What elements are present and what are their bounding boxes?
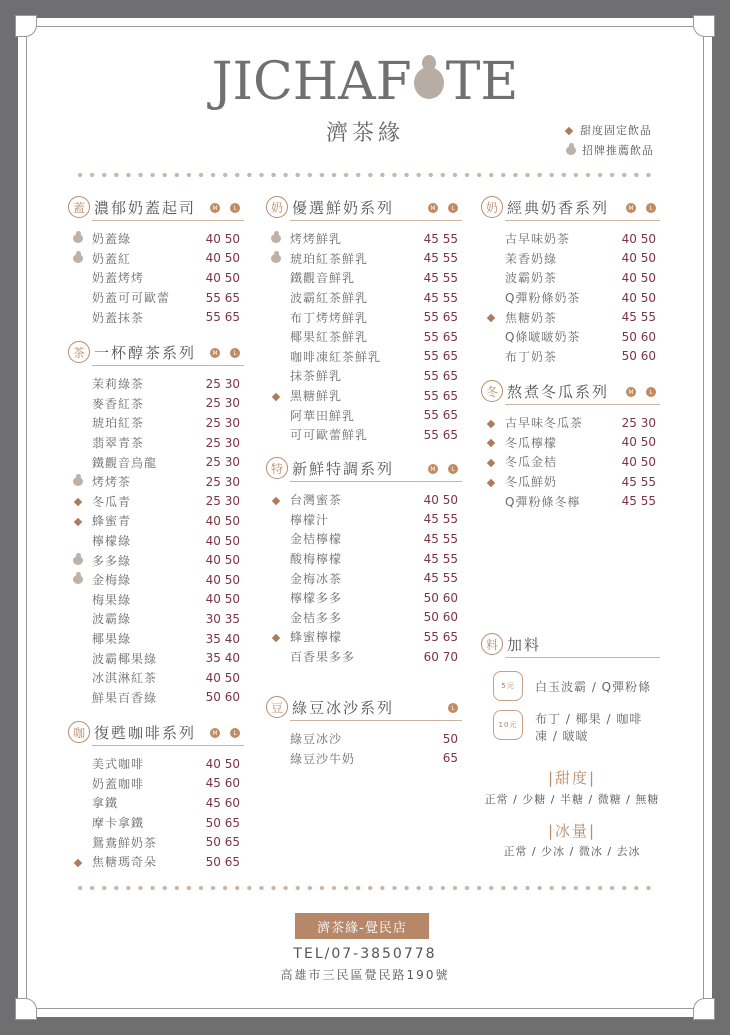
menu-item [290,608,462,628]
item-name: 百香果多多 [290,650,356,665]
item-price: 40 50 [205,670,240,685]
menu-item [92,413,244,433]
item-price: 50 60 [423,610,458,625]
item-price: 40 50 [205,251,240,266]
diamond-icon [487,439,495,447]
item-price: 25 30 [205,376,240,391]
diamond-icon [74,859,82,867]
item-price: 40 50 [621,454,656,469]
menu-item [92,531,244,551]
item-name: 檸檬汁 [290,512,330,527]
section-milk [270,195,462,445]
item-price: 40 50 [205,756,240,771]
ice-options: 正常 / 少冰 / 微冰 / 去冰 [503,845,641,858]
item-name: 綠豆沙牛奶 [290,751,356,766]
item-price: 25 30 [205,435,240,450]
item-price: 50 65 [205,854,240,869]
item-name: 奶蓋綠 [92,232,132,247]
item-price: 45 55 [423,551,458,566]
menu-item [290,268,462,288]
item-name: 台灣蜜茶 [290,493,343,508]
item-price: 25 30 [621,415,656,430]
item-price: 55 65 [205,310,240,325]
size-badge: M [428,464,438,474]
menu-item [290,229,462,249]
item-name: 鴛鴦鮮奶茶 [92,835,158,850]
menu-item [290,647,462,667]
menu-item [92,433,244,453]
item-price: 65 [442,751,458,766]
item-price: 55 65 [423,349,458,364]
item-name: 椰果紅茶鮮乳 [290,330,369,345]
item-name: 美式咖啡 [92,757,145,772]
item-price: 45 55 [423,251,458,266]
menu-item [290,729,462,749]
item-name: 翡翠青茶 [92,436,145,451]
item-name: 冬瓜檸檬 [505,435,558,450]
item-name: 鐵觀音烏龍 [92,455,158,470]
corner-ornament [693,998,715,1020]
menu-item [505,268,660,288]
section-icon: 冬 [481,380,503,402]
item-name: 茉香奶綠 [505,251,558,266]
item-price: 55 65 [423,329,458,344]
item-name: 金桔檸檬 [290,532,343,547]
item-price: 30 35 [205,611,240,626]
item-name: 烤烤鮮乳 [290,232,343,247]
item-name: 梅果綠 [92,592,132,607]
dotted-divider [74,885,656,891]
size-badge: L [230,348,240,358]
item-price: 40 50 [205,513,240,528]
item-name: 咖啡凍紅茶鮮乳 [290,349,382,364]
item-name: 古早味奶茶 [505,232,571,247]
item-name: 椰果綠 [92,632,132,647]
item-name: 冬瓜鮮奶 [505,475,558,490]
menu-item [92,268,244,288]
price-tag: 10元 [493,710,523,740]
item-name: 奶蓋可可歐蕾 [92,291,171,306]
item-name: 琥珀紅茶鮮乳 [290,251,369,266]
item-price: 40 50 [205,231,240,246]
menu-item [92,374,244,394]
menu-item [505,288,660,308]
section-header [270,695,462,721]
item-name: 蜂蜜檸檬 [290,630,343,645]
section-header [485,379,660,405]
item-price: 40 50 [621,435,656,450]
menu-item [92,629,244,649]
item-name: 阿華田鮮乳 [290,408,356,423]
item-name: 抹茶鮮乳 [290,369,343,384]
item-price: 45 60 [205,795,240,810]
menu-item [92,394,244,414]
size-badge: M [626,387,636,397]
item-price: 40 50 [621,290,656,305]
diamond-icon [74,498,82,506]
menu-item [290,749,462,769]
item-name: 金桔多多 [290,610,343,625]
menu-item [92,852,244,872]
item-price: 45 55 [621,474,656,489]
size-badge: L [230,203,240,213]
menu-item [92,832,244,852]
ice-title: |冰量| [547,822,597,840]
item-price: 55 65 [205,290,240,305]
gourd-icon [73,572,83,584]
store-name: 濟茶緣-覺民店 [295,913,429,939]
menu-item [290,307,462,327]
item-price: 55 65 [423,388,458,403]
item-name: 鮮果百香綠 [92,690,158,705]
section-icon: 奶 [266,196,288,218]
menu-item [92,288,244,308]
item-name: 檸檬綠 [92,534,132,549]
menu-item [290,386,462,406]
menu-item [92,550,244,570]
item-name: 布丁奶茶 [505,349,558,364]
item-name: 酸梅檸檬 [290,552,343,567]
item-name: 茉莉綠茶 [92,377,145,392]
diamond-icon [272,392,280,400]
size-badge: L [230,728,240,738]
item-price: 50 60 [621,329,656,344]
item-name: 冬瓜金桔 [505,455,558,470]
section-header [270,195,462,221]
diamond-icon [487,314,495,322]
item-price: 40 50 [621,251,656,266]
item-name: Q條啵啵奶茶 [505,330,581,345]
section-header [72,720,244,746]
menu-item [92,754,244,774]
item-name: 檸檬多多 [290,591,343,606]
diamond-icon [487,420,495,428]
section-title: 經典奶香系列 [507,199,610,217]
menu-item [505,307,660,327]
size-badge: M [428,203,438,213]
menu-item [505,472,660,492]
size-badge: M [210,348,220,358]
diamond-icon [74,518,82,526]
item-price: 40 50 [205,572,240,587]
menu-item [92,511,244,531]
menu-item [290,568,462,588]
menu-item [92,570,244,590]
menu-item [290,490,462,510]
size-badge: M [626,203,636,213]
size-badge: L [646,203,656,213]
item-price: 45 55 [621,310,656,325]
item-price: 45 60 [205,776,240,791]
item-price: 40 50 [205,533,240,548]
item-name: 奶蓋紅 [92,251,132,266]
sweetness-title: |甜度| [547,769,597,787]
item-name: 金梅冰茶 [290,571,343,586]
item-price: 50 65 [205,835,240,850]
diamond-icon [487,478,495,486]
section-coffee [72,720,244,872]
size-badge: L [448,464,458,474]
menu-item [505,347,660,367]
diamond-icon [565,127,573,135]
menu-item [92,793,244,813]
item-price: 50 [442,731,458,746]
topping-group: 5元 白玉波霸 / Q彈粉條 [493,671,651,701]
item-name: 琥珀紅茶 [92,416,145,431]
section-title: 新鮮特調系列 [292,460,395,478]
gourd-icon [566,143,576,155]
section-title: 綠豆冰沙系列 [292,699,395,717]
item-price: 45 55 [423,531,458,546]
menu-item [92,492,244,512]
gourd-logo-icon [412,53,446,101]
item-name: 綠豆冰沙 [290,732,343,747]
menu-item [92,813,244,833]
item-price: 45 55 [423,571,458,586]
gourd-icon [73,231,83,243]
item-name: 多多綠 [92,553,132,568]
item-price: 55 65 [423,427,458,442]
legend-fixed: 甜度固定飲品 [566,122,652,138]
item-price: 50 60 [205,690,240,705]
size-badge: M [210,203,220,213]
item-price: 25 30 [205,455,240,470]
item-price: 45 55 [621,494,656,509]
item-name: 布丁烤烤鮮乳 [290,310,369,325]
item-price: 45 55 [423,270,458,285]
gourd-icon [271,231,281,243]
item-price: 55 65 [423,368,458,383]
dotted-divider [74,172,656,178]
section-icon: 奶 [481,196,503,218]
menu-item [505,413,660,433]
gourd-icon [73,553,83,565]
item-name: 鐵觀音鮮乳 [290,271,356,286]
menu-item [290,366,462,386]
item-price: 45 55 [423,231,458,246]
item-name: 焦糖瑪奇朵 [92,855,158,870]
item-name: 波霸紅茶鮮乳 [290,291,369,306]
item-name: 焦糖奶茶 [505,310,558,325]
menu-item [290,529,462,549]
item-price: 25 30 [205,474,240,489]
menu-item [92,249,244,269]
price-tag: 5元 [493,671,523,701]
store-phone: TEL/07-3850778 [293,946,437,962]
sweetness-options: 正常 / 少糖 / 半糖 / 微糖 / 無糖 [484,793,660,806]
corner-ornament [693,15,715,37]
brand-subtitle: 濟茶緣 [325,121,404,146]
item-name: 波霸奶茶 [505,271,558,286]
item-name: 拿鐵 [92,796,119,811]
menu-item [92,688,244,708]
item-price: 55 65 [423,629,458,644]
item-name: 可可歐蕾鮮乳 [290,428,369,443]
menu-item [290,510,462,530]
item-price: 25 30 [205,415,240,430]
menu-item [290,627,462,647]
item-name: 金梅綠 [92,573,132,588]
diamond-icon [272,497,280,505]
item-name: 烤烤茶 [92,475,132,490]
menu-item [290,327,462,347]
section-mungbean [270,695,462,768]
menu-item [505,452,660,472]
item-price: 45 55 [423,512,458,527]
item-name: 波霸椰果綠 [92,651,158,666]
gourd-icon [73,251,83,263]
section-icon: 料 [481,633,503,655]
item-price: 55 65 [423,310,458,325]
item-price: 35 40 [205,651,240,666]
item-price: 50 65 [205,815,240,830]
item-name: 冰淇淋紅茶 [92,671,158,686]
item-name: 奶蓋烤烤 [92,271,145,286]
brand-logo: JICHAF TE [211,52,519,112]
item-name: 古早味冬瓜茶 [505,416,584,431]
size-badge: L [646,387,656,397]
menu-item [92,609,244,629]
section-header [485,195,660,221]
menu-item [92,774,244,794]
item-name: 黑糖鮮乳 [290,389,343,404]
item-price: 25 30 [205,494,240,509]
menu-item [505,249,660,269]
item-name: 奶蓋抹茶 [92,310,145,325]
gourd-icon [73,474,83,486]
section-milktea [485,195,660,366]
menu-item [505,491,660,511]
item-price: 40 50 [423,492,458,507]
section-title: 復甦咖啡系列 [94,724,197,742]
legend-signature: 招牌推薦飲品 [566,142,654,158]
section-header [270,456,462,482]
section-cheese [72,195,244,327]
item-price: 55 65 [423,408,458,423]
menu-item [290,588,462,608]
size-badge: M [210,728,220,738]
topping-group: 10元 布丁 / 椰果 / 咖啡凍 / 啵啵 [493,710,655,745]
menu-item [290,425,462,445]
menu-item [505,229,660,249]
item-price: 50 60 [621,349,656,364]
item-name: Q彈粉條冬檸 [505,494,581,509]
item-price: 40 50 [205,270,240,285]
menu-item [92,648,244,668]
item-price: 40 50 [621,231,656,246]
item-name: Q彈粉條奶茶 [505,291,581,306]
gourd-icon [271,251,281,263]
menu-item [290,347,462,367]
item-name: 麥香紅茶 [92,396,145,411]
item-name: 冬瓜青 [92,494,132,509]
section-title: 熬煮冬瓜系列 [507,383,610,401]
section-header [72,195,244,221]
item-price: 60 70 [423,649,458,664]
size-badge: L [448,203,458,213]
item-price: 45 55 [423,290,458,305]
section-icon: 豆 [266,696,288,718]
diamond-icon [487,459,495,467]
section-header [72,340,244,366]
item-name: 波霸綠 [92,612,132,627]
menu-item [505,327,660,347]
diamond-icon [272,634,280,642]
menu-item [290,288,462,308]
section-icon: 特 [266,457,288,479]
menu-item [92,452,244,472]
item-name: 奶蓋咖啡 [92,776,145,791]
section-icon: 咖 [68,721,90,743]
item-name: 摩卡拿鐵 [92,816,145,831]
section-special [270,456,462,666]
item-price: 50 60 [423,590,458,605]
item-price: 35 40 [205,631,240,646]
section-title: 濃郁奶蓋起司 [94,199,197,217]
item-price: 40 50 [205,553,240,568]
menu-item [290,249,462,269]
menu-item [92,590,244,610]
section-tea [72,340,244,707]
corner-ornament [15,998,37,1020]
size-badge: L [448,703,458,713]
section-title: 一杯醇茶系列 [94,344,197,362]
section-icon: 蓋 [68,196,90,218]
item-price: 40 50 [621,270,656,285]
section-wintermelon [485,379,660,511]
menu-item [92,307,244,327]
item-price: 25 30 [205,396,240,411]
item-price: 40 50 [205,592,240,607]
menu-item [505,433,660,453]
toppings-section: 料 加料 [505,632,660,658]
section-title: 優選鮮奶系列 [292,199,395,217]
item-name: 蜂蜜青 [92,514,132,529]
menu-item [92,229,244,249]
store-address: 高雄市三民區覺民路190號 [280,968,450,982]
menu-item [92,668,244,688]
menu-item [290,549,462,569]
menu-item [92,472,244,492]
section-icon: 茶 [68,341,90,363]
menu-item [290,405,462,425]
